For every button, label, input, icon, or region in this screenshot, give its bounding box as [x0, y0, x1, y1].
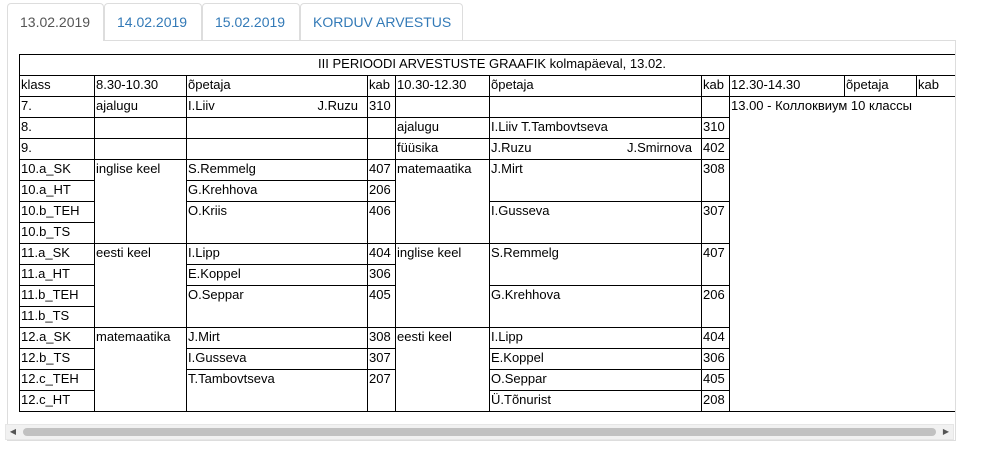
room-cell: 306 — [702, 349, 730, 370]
teacher-cell: O.Kriis — [187, 202, 368, 244]
subject-cell — [95, 139, 187, 160]
room-cell: 404 — [702, 328, 730, 349]
teacher-cell — [187, 139, 368, 160]
room-cell: 208 — [702, 391, 730, 412]
room-cell — [368, 118, 396, 139]
teacher-cell: S.Remmelg — [187, 160, 368, 181]
teacher-cell: I.Gusseva — [490, 202, 702, 244]
header-cell: õpetaja — [187, 76, 368, 97]
tab-bar — [7, 3, 957, 41]
teacher-cell: I.Lipp — [187, 244, 368, 265]
subject-cell: inglise keel — [396, 244, 490, 328]
teacher-cell: I.Liiv J.Ruzu — [187, 97, 368, 118]
subject-cell — [95, 118, 187, 139]
subject-cell: inglise keel — [95, 160, 187, 244]
class-cell: 7. — [20, 97, 95, 118]
teacher-cell: O.Seppar — [490, 370, 702, 391]
class-cell: 10.a_HT — [20, 181, 95, 202]
tab-panel — [7, 40, 956, 441]
class-cell: 12.c_HT — [20, 391, 95, 412]
schedule-title: III PERIOODI ARVESTUSTE GRAAFIK kolmapäeval, 13.02. — [20, 55, 956, 76]
teacher-cell: T.Tambovtseva — [187, 370, 368, 412]
horizontal-scrollbar[interactable] — [5, 424, 954, 440]
class-cell: 8. — [20, 118, 95, 139]
teacher-cell: O.Seppar — [187, 286, 368, 328]
teacher-cell: Ü.Tõnurist — [490, 391, 702, 412]
class-cell: 11.a_SK — [20, 244, 95, 265]
teacher-cell — [187, 118, 368, 139]
class-cell: 10.b_TS — [20, 223, 95, 244]
colloquium-note: 13.00 - Коллоквиум 10 классы — [730, 97, 956, 412]
schedule-scroll-area[interactable] — [19, 54, 955, 412]
header-cell: õpetaja — [490, 76, 702, 97]
class-cell: 12.c_TEH — [20, 370, 95, 391]
tab-15-02-2019[interactable]: 15.02.2019 — [202, 3, 300, 40]
room-cell: 402 — [702, 139, 730, 160]
header-cell: kab — [368, 76, 396, 97]
table-row — [20, 97, 956, 118]
scrollbar-thumb[interactable] — [23, 428, 936, 436]
arrow-right-icon[interactable]: ▶ — [942, 427, 950, 436]
tab-14-02-2019[interactable]: 14.02.2019 — [104, 3, 202, 40]
room-cell: 407 — [702, 244, 730, 286]
header-cell: õpetaja — [845, 76, 917, 97]
subject-cell: ajalugu — [396, 118, 490, 139]
room-cell — [702, 97, 730, 118]
teacher-cell: S.Remmelg — [490, 244, 702, 286]
header-cell: 10.30-12.30 — [396, 76, 490, 97]
subject-cell: füüsika — [396, 139, 490, 160]
teacher-cell: E.Koppel — [490, 349, 702, 370]
room-cell: 407 — [368, 160, 396, 181]
room-cell: 306 — [368, 265, 396, 286]
class-cell: 11.b_TEH — [20, 286, 95, 307]
room-cell: 310 — [368, 97, 396, 118]
teacher-cell: J.Ruzu J.Smirnova — [490, 139, 702, 160]
header-cell: 8.30-10.30 — [95, 76, 187, 97]
subject-cell — [396, 97, 490, 118]
room-cell: 206 — [368, 181, 396, 202]
room-cell: 307 — [368, 349, 396, 370]
room-cell: 404 — [368, 244, 396, 265]
subject-cell: matemaatika — [95, 328, 187, 412]
schedule-table — [19, 54, 955, 412]
subject-cell: eesti keel — [95, 244, 187, 328]
teacher-cell: J.Mirt — [187, 328, 368, 349]
subject-cell: ajalugu — [95, 97, 187, 118]
teacher-cell: E.Koppel — [187, 265, 368, 286]
arrow-left-icon[interactable]: ◀ — [9, 427, 17, 436]
teacher-cell: I.Liiv T.Tambovtseva — [490, 118, 702, 139]
room-cell: 207 — [368, 370, 396, 412]
room-cell — [368, 139, 396, 160]
teacher-cell: G.Krehhova — [490, 286, 702, 328]
class-cell: 10.a_SK — [20, 160, 95, 181]
class-cell: 9. — [20, 139, 95, 160]
header-cell: kab — [702, 76, 730, 97]
header-cell: klass — [20, 76, 95, 97]
teacher-cell: I.Lipp — [490, 328, 702, 349]
class-cell: 11.a_HT — [20, 265, 95, 286]
room-cell: 405 — [368, 286, 396, 328]
subject-cell: eesti keel — [396, 328, 490, 412]
room-cell: 406 — [368, 202, 396, 244]
header-cell: 12.30-14.30 — [730, 76, 845, 97]
class-cell: 11.b_TS — [20, 307, 95, 328]
room-cell: 307 — [702, 202, 730, 244]
room-cell: 206 — [702, 286, 730, 328]
teacher-cell — [490, 97, 702, 118]
room-cell: 310 — [702, 118, 730, 139]
class-cell: 10.b_TEH — [20, 202, 95, 223]
room-cell: 308 — [368, 328, 396, 349]
header-row — [20, 76, 956, 97]
tab-13-02-2019[interactable]: 13.02.2019 — [7, 3, 104, 41]
tab-korduv-arvestus[interactable]: KORDUV ARVESTUS — [300, 3, 463, 40]
class-cell: 12.b_TS — [20, 349, 95, 370]
subject-cell: matemaatika — [396, 160, 490, 244]
teacher-cell: I.Gusseva — [187, 349, 368, 370]
teacher-cell: J.Mirt — [490, 160, 702, 202]
room-cell: 308 — [702, 160, 730, 202]
header-cell: kab — [917, 76, 956, 97]
teacher-cell: G.Krehhova — [187, 181, 368, 202]
class-cell: 12.a_SK — [20, 328, 95, 349]
room-cell: 405 — [702, 370, 730, 391]
